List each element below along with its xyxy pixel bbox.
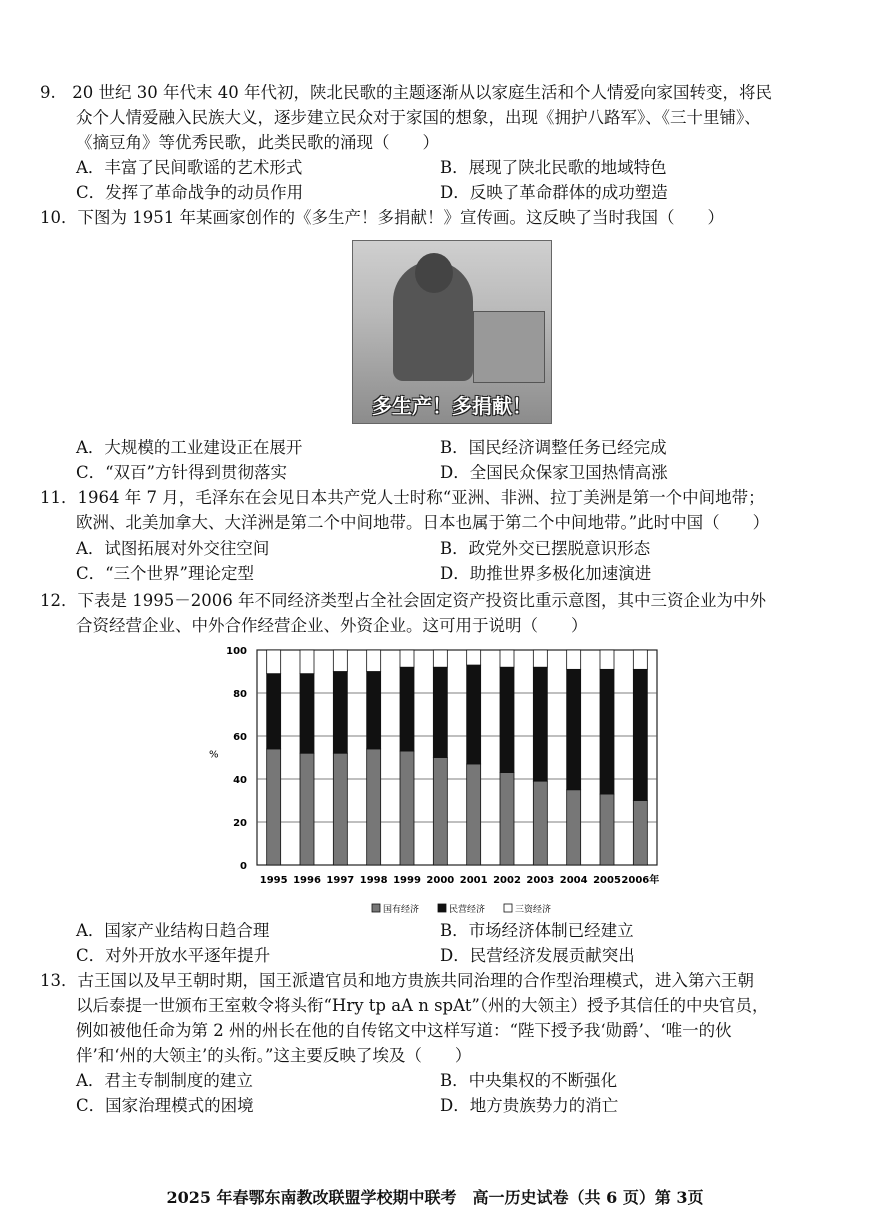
bar-segment-民营经济 <box>567 669 581 789</box>
x-tick-label: 1999 <box>393 875 421 886</box>
bar-segment-国有经济 <box>467 764 481 865</box>
bar-segment-三资经济 <box>567 650 581 669</box>
bar-segment-三资经济 <box>267 650 281 674</box>
legend-swatch-国有经济 <box>372 904 380 912</box>
bar-segment-国有经济 <box>567 790 581 865</box>
bar-segment-国有经济 <box>300 753 314 865</box>
bar-segment-民营经济 <box>400 667 414 751</box>
bar-segment-三资经济 <box>500 650 514 667</box>
bar-segment-国有经济 <box>500 773 514 865</box>
y-tick-label: 20 <box>233 818 247 829</box>
q9-option-d: D．反映了革命群体的成功塑造 <box>440 183 668 202</box>
bar-segment-民营经济 <box>333 672 347 754</box>
q13-stem-line-2: 以后泰提一世颁布王室敕令将头衔“Hry tp aA n spAt”（州的大领主）授予其信任的中央官员， <box>76 996 769 1015</box>
legend-label: 三资经济 <box>515 905 552 915</box>
x-tick-label: 2003 <box>526 875 555 886</box>
bar-segment-民营经济 <box>433 667 447 757</box>
bar-segment-国有经济 <box>633 801 647 866</box>
bar-segment-三资经济 <box>433 650 447 667</box>
q12-option-d: D．民营经济发展贡献突出 <box>440 946 635 965</box>
q9-option-a: A．丰富了民间歌谣的艺术形式 <box>76 158 303 177</box>
x-tick-label: 2004 <box>559 875 588 886</box>
x-tick-label: 1998 <box>359 875 388 886</box>
poster-machine <box>473 311 545 383</box>
q11-option-a: A．试图拓展对外交往空间 <box>76 539 270 558</box>
bar-segment-民营经济 <box>600 669 614 794</box>
bar-segment-国有经济 <box>267 749 281 865</box>
bar-segment-三资经济 <box>467 650 481 665</box>
bar-segment-国有经济 <box>400 751 414 865</box>
q9-option-b: B．展现了陕北民歌的地域特色 <box>440 158 667 177</box>
q12-option-c: C．对外开放水平逐年提升 <box>76 946 271 965</box>
bar-segment-国有经济 <box>333 753 347 865</box>
q13-stem-line-1: 13．古王国以及早王朝时期，国王派遣官员和地方贵族共同治理的合作型治理模式，进入第六王朝 <box>40 971 754 990</box>
bar-segment-民营经济 <box>300 674 314 754</box>
y-axis-label: % <box>209 749 219 761</box>
poster-caption: 多生产！多捐献！ <box>372 394 532 418</box>
bar-segment-三资经济 <box>633 650 647 669</box>
bar-segment-民营经济 <box>533 667 547 781</box>
q11-stem-line-1: 11．1964 年 7 月，毛泽东在会见日本共产党人士时称“亚洲、非洲、拉丁美洲是第一个中间地带； <box>40 488 765 507</box>
y-tick-label: 100 <box>226 646 247 657</box>
q10-option-c: C．“双百”方针得到贯彻落实 <box>76 463 287 482</box>
q11-stem-line-2: 欧洲、北美加拿大、大洋洲是第二个中间地带。日本也属于第二个中间地带。”此时中国（ ） <box>76 513 770 532</box>
legend-swatch-三资经济 <box>504 904 512 912</box>
x-tick-label: 1997 <box>326 875 355 886</box>
q9-stem-line-1: 9. 20 世纪 30 年代末 40 年代初，陕北民歌的主题逐渐从以家庭生活和个人情爱向家国转变，将民 <box>40 83 772 102</box>
q11-option-d: D．助推世界多极化加速演进 <box>440 564 652 583</box>
page-footer: 2025 年春鄂东南教改联盟学校期中联考 高一历史试卷（共 6 页）第 3页 <box>166 1188 704 1207</box>
q13-stem-line-4: 伴’和‘州的大领主’的头衔。”这主要反映了埃及（ ） <box>76 1046 472 1065</box>
y-tick-label: 40 <box>233 775 247 786</box>
x-tick-label: 1995 <box>259 875 288 886</box>
poster-worker-head <box>415 253 453 293</box>
q13-option-d: D．地方贵族势力的消亡 <box>440 1096 619 1115</box>
q9-stem-line-2: 众个人情爱融入民族大义，逐步建立民众对于家国的想象，出现《拥护八路军》、《三十里铺》、 <box>76 108 761 127</box>
bar-segment-国有经济 <box>600 794 614 865</box>
x-tick-label: 2000 <box>426 875 455 886</box>
x-tick-label: 2006年 <box>621 875 660 886</box>
x-tick-label: 1996 <box>293 875 321 886</box>
q10-option-b: B．国民经济调整任务已经完成 <box>440 438 667 457</box>
q13-option-b: B．中央集权的不断强化 <box>440 1071 618 1090</box>
x-tick-label: 2002 <box>493 875 521 886</box>
q11-option-b: B．政党外交已摆脱意识形态 <box>440 539 651 558</box>
bar-segment-三资经济 <box>400 650 414 667</box>
q10-option-d: D．全国民众保家卫国热情高涨 <box>440 463 668 482</box>
q12-stem-line-1: 12．下表是 1995－2006 年不同经济类型占全社会固定资产投资比重示意图，其中三资企业为中外 <box>40 591 766 610</box>
q13-option-c: C．国家治理模式的困境 <box>76 1096 254 1115</box>
q10-stem-line-1: 10．下图为 1951 年某画家创作的《多生产！多捐献！》宣传画。这反映了当时我国（ ） <box>40 208 724 227</box>
q11-option-c: C．“三个世界”理论定型 <box>76 564 254 583</box>
y-tick-label: 0 <box>240 861 247 872</box>
q12-option-a: A．国家产业结构日趋合理 <box>76 921 270 940</box>
q13-stem-line-3: 例如被他任命为第 2 州的州长在他的自传铭文中这样写道：“陛下授予我‘勋爵’、‘唯一的伙 <box>76 1021 732 1040</box>
x-tick-label: 2005 <box>593 875 621 886</box>
plot-frame <box>257 650 657 865</box>
y-tick-label: 80 <box>233 689 247 700</box>
bar-segment-三资经济 <box>300 650 314 674</box>
bar-segment-民营经济 <box>267 674 281 749</box>
bar-segment-三资经济 <box>333 650 347 672</box>
bar-segment-民营经济 <box>467 665 481 764</box>
stacked-bar-chart <box>195 640 675 920</box>
q12-option-b: B．市场经济体制已经建立 <box>440 921 634 940</box>
bar-segment-国有经济 <box>533 781 547 865</box>
q9-option-c: C．发挥了革命战争的动员作用 <box>76 183 304 202</box>
x-tick-label: 2001 <box>459 875 488 886</box>
bar-segment-三资经济 <box>367 650 381 672</box>
q9-stem-line-3: 《摘豆角》等优秀民歌，此类民歌的涌现（ ） <box>76 133 439 152</box>
q10-option-a: A．大规模的工业建设正在展开 <box>76 438 303 457</box>
propaganda-poster-image <box>352 240 552 424</box>
bar-segment-民营经济 <box>500 667 514 772</box>
bar-segment-国有经济 <box>433 758 447 866</box>
legend-swatch-民营经济 <box>438 904 446 912</box>
y-tick-label: 60 <box>233 732 247 743</box>
bar-segment-民营经济 <box>633 669 647 800</box>
legend-label: 民营经济 <box>449 905 486 915</box>
bar-segment-三资经济 <box>533 650 547 667</box>
bar-segment-民营经济 <box>367 672 381 749</box>
q13-option-a: A．君主专制制度的建立 <box>76 1071 253 1090</box>
bar-segment-国有经济 <box>367 749 381 865</box>
bar-segment-三资经济 <box>600 650 614 669</box>
legend-label: 国有经济 <box>383 905 420 915</box>
q12-stem-line-2: 合资经营企业、中外合作经营企业、外资企业。这可用于说明（ ） <box>76 616 588 635</box>
